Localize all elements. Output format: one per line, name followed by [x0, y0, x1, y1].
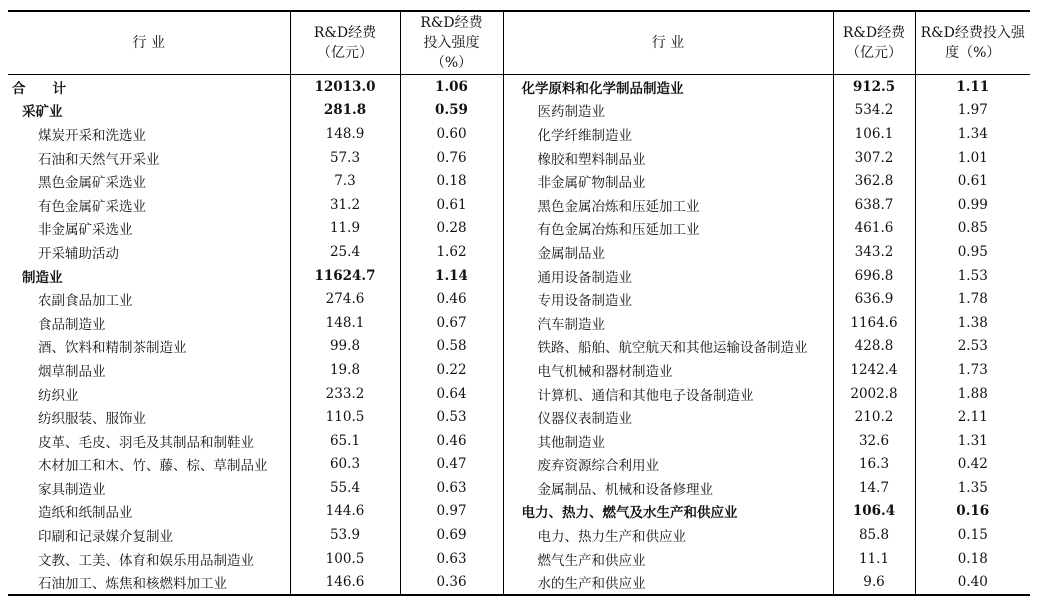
left-rd-intensity: 0.46 — [400, 429, 503, 453]
left-industry-name: 酒、饮料和精制茶制造业 — [38, 340, 187, 357]
left-rd-intensity: 0.36 — [400, 570, 503, 595]
left-rd-intensity: 0.76 — [400, 146, 503, 170]
right-rd-intensity: 1.34 — [915, 122, 1030, 146]
table-row — [8, 570, 1030, 595]
header-intensity-left-line3: （%） — [430, 55, 473, 71]
right-industry-name: 电力、热力、燃气及水生产和供应业 — [503, 500, 833, 524]
left-rd-expense: 65.1 — [290, 429, 400, 453]
right-rd-expense: 1242.4 — [833, 358, 915, 382]
table-row — [8, 217, 1030, 241]
left-industry-name: 石油和天然气开采业 — [38, 151, 160, 168]
right-rd-intensity: 0.15 — [915, 523, 1030, 547]
left-rd-expense: 100.5 — [290, 547, 400, 571]
right-rd-intensity: 1.88 — [915, 382, 1030, 406]
right-industry-name: 有色金属冶炼和压延加工业 — [503, 217, 833, 241]
right-rd-intensity: 1.31 — [915, 429, 1030, 453]
left-industry-name: 纺织服装、服饰业 — [38, 411, 146, 428]
left-industry-name: 家具制造业 — [38, 481, 106, 498]
right-industry-name: 汽车制造业 — [503, 311, 833, 335]
table-row — [8, 453, 1030, 477]
right-rd-expense: 14.7 — [833, 476, 915, 500]
left-rd-expense: 60.3 — [290, 453, 400, 477]
table-row — [8, 169, 1030, 193]
header-industry-right-label: 行 业 — [651, 35, 685, 51]
right-rd-expense: 1164.6 — [833, 311, 915, 335]
rd-expense-table — [8, 10, 1030, 596]
right-industry-name: 电气机械和器材制造业 — [503, 358, 833, 382]
left-rd-intensity: 0.28 — [400, 217, 503, 241]
table-row — [8, 382, 1030, 406]
right-industry-name: 黑色金属冶炼和压延加工业 — [503, 193, 833, 217]
right-industry-name: 通用设备制造业 — [503, 264, 833, 288]
left-rd-expense: 146.6 — [290, 570, 400, 595]
right-rd-intensity: 2.11 — [915, 405, 1030, 429]
right-rd-expense: 638.7 — [833, 193, 915, 217]
left-rd-intensity: 0.63 — [400, 547, 503, 571]
left-industry-name: 石油加工、炼焦和核燃料加工业 — [8, 570, 290, 595]
right-rd-intensity: 0.95 — [915, 240, 1030, 264]
right-rd-expense: 210.2 — [833, 405, 915, 429]
left-industry-name: 纺织业 — [38, 387, 79, 404]
right-rd-expense: 534.2 — [833, 99, 915, 123]
table-row — [8, 193, 1030, 217]
left-rd-intensity: 1.14 — [400, 264, 503, 288]
right-rd-intensity: 0.85 — [915, 217, 1030, 241]
header-intensity-right-line1: R&D经费投入强 — [920, 25, 1025, 41]
right-industry-name: 燃气生产和供应业 — [503, 547, 833, 571]
left-rd-expense: 233.2 — [290, 382, 400, 406]
header-intensity-left-line2: 投入强度 — [423, 35, 480, 51]
right-rd-intensity: 1.35 — [915, 476, 1030, 500]
right-industry-name: 医药制造业 — [503, 99, 833, 123]
header-expense-left — [290, 11, 400, 75]
right-rd-expense: 2002.8 — [833, 382, 915, 406]
left-industry-name: 有色金属矿采选业 — [38, 198, 146, 215]
right-rd-intensity: 1.97 — [915, 99, 1030, 123]
left-industry-name: 黑色金属矿采选业 — [38, 175, 146, 192]
right-rd-intensity: 0.18 — [915, 547, 1030, 571]
left-rd-expense: 11624.7 — [290, 264, 400, 288]
left-industry-name: 食品制造业 — [38, 316, 106, 333]
table-body — [8, 75, 1030, 596]
table-row — [8, 500, 1030, 524]
header-industry-right — [503, 11, 833, 75]
right-rd-intensity: 0.16 — [915, 500, 1030, 524]
right-industry-name: 其他制造业 — [503, 429, 833, 453]
table-row — [8, 122, 1030, 146]
left-industry-name: 造纸和纸制品业 — [38, 505, 133, 522]
left-rd-intensity: 0.63 — [400, 476, 503, 500]
left-rd-intensity: 0.61 — [400, 193, 503, 217]
left-rd-intensity: 0.64 — [400, 382, 503, 406]
header-industry-left-label: 行 业 — [132, 35, 165, 51]
header-intensity-right-line2: 度（%） — [945, 45, 1001, 61]
table-row — [8, 146, 1030, 170]
table-header-row — [8, 11, 1030, 75]
right-industry-name: 化学原料和化学制品制造业 — [503, 75, 833, 99]
header-expense-left-line1: R&D经费 — [313, 25, 377, 41]
left-rd-expense: 31.2 — [290, 193, 400, 217]
right-industry-name: 专用设备制造业 — [503, 287, 833, 311]
table-row — [8, 476, 1030, 500]
left-industry-name: 烟草制品业 — [38, 363, 106, 380]
left-rd-expense: 7.3 — [290, 169, 400, 193]
right-rd-intensity: 1.11 — [915, 75, 1030, 99]
left-rd-expense: 53.9 — [290, 523, 400, 547]
left-rd-expense: 148.1 — [290, 311, 400, 335]
left-industry-name: 开采辅助活动 — [38, 245, 119, 262]
left-rd-intensity: 0.47 — [400, 453, 503, 477]
right-rd-expense: 85.8 — [833, 523, 915, 547]
table-row — [8, 287, 1030, 311]
header-expense-right — [833, 11, 915, 75]
left-rd-intensity: 0.22 — [400, 358, 503, 382]
right-rd-intensity: 1.73 — [915, 358, 1030, 382]
left-industry-name: 煤炭开采和洗选业 — [38, 127, 146, 144]
left-industry-name: 印刷和记录媒介复制业 — [38, 529, 173, 546]
right-rd-expense: 428.8 — [833, 335, 915, 359]
left-industry-name: 农副食品加工业 — [38, 293, 133, 310]
right-rd-expense: 696.8 — [833, 264, 915, 288]
table-row — [8, 75, 1030, 99]
right-rd-expense: 16.3 — [833, 453, 915, 477]
header-expense-right-line1: R&D经费 — [842, 25, 906, 41]
left-rd-intensity: 0.69 — [400, 523, 503, 547]
right-rd-intensity: 1.01 — [915, 146, 1030, 170]
left-rd-intensity: 0.18 — [400, 169, 503, 193]
left-rd-expense: 25.4 — [290, 240, 400, 264]
right-rd-expense: 307.2 — [833, 146, 915, 170]
right-rd-expense: 343.2 — [833, 240, 915, 264]
right-rd-expense: 636.9 — [833, 287, 915, 311]
right-rd-expense: 912.5 — [833, 75, 915, 99]
left-industry-name: 合 计 — [12, 80, 66, 97]
header-expense-left-line2: （亿元） — [317, 45, 373, 61]
right-industry-name: 铁路、船舶、航空航天和其他运输设备制造业 — [503, 335, 833, 359]
left-rd-expense: 274.6 — [290, 287, 400, 311]
left-rd-expense: 11.9 — [290, 217, 400, 241]
left-rd-intensity: 0.97 — [400, 500, 503, 524]
header-intensity-left — [400, 11, 503, 75]
right-industry-name: 水的生产和供应业 — [503, 570, 833, 595]
header-industry-left — [8, 11, 290, 75]
header-intensity-left-line1: R&D经费 — [420, 15, 483, 31]
left-industry-name: 文教、工美、体育和娱乐用品制造业 — [38, 552, 254, 569]
right-industry-name: 计算机、通信和其他电子设备制造业 — [503, 382, 833, 406]
left-industry-name: 制造业 — [22, 269, 63, 286]
left-industry-name: 皮革、毛皮、羽毛及其制品和制鞋业 — [38, 434, 254, 451]
table-row — [8, 358, 1030, 382]
left-rd-expense: 19.8 — [290, 358, 400, 382]
table-row — [8, 405, 1030, 429]
right-industry-name: 仪器仪表制造业 — [503, 405, 833, 429]
right-rd-expense: 362.8 — [833, 169, 915, 193]
table-row — [8, 429, 1030, 453]
left-rd-expense: 57.3 — [290, 146, 400, 170]
right-rd-intensity: 1.53 — [915, 264, 1030, 288]
left-industry-name: 木材加工和木、竹、藤、棕、草制品业 — [38, 458, 268, 475]
right-rd-expense: 106.1 — [833, 122, 915, 146]
right-industry-name: 金属制品业 — [503, 240, 833, 264]
left-rd-expense: 144.6 — [290, 500, 400, 524]
right-rd-expense: 32.6 — [833, 429, 915, 453]
table-row — [8, 311, 1030, 335]
left-rd-expense: 12013.0 — [290, 75, 400, 99]
table-row — [8, 264, 1030, 288]
left-rd-expense: 110.5 — [290, 405, 400, 429]
left-rd-intensity: 0.46 — [400, 287, 503, 311]
left-rd-intensity: 0.60 — [400, 122, 503, 146]
left-industry-name: 非金属矿采选业 — [38, 222, 133, 239]
left-rd-intensity: 0.67 — [400, 311, 503, 335]
right-rd-intensity: 0.99 — [915, 193, 1030, 217]
right-rd-intensity: 0.40 — [915, 570, 1030, 595]
right-industry-name: 非金属矿物制品业 — [503, 169, 833, 193]
right-rd-intensity: 0.42 — [915, 453, 1030, 477]
right-industry-name: 废弃资源综合利用业 — [503, 453, 833, 477]
left-rd-expense: 55.4 — [290, 476, 400, 500]
left-rd-expense: 99.8 — [290, 335, 400, 359]
right-rd-expense: 11.1 — [833, 547, 915, 571]
right-rd-expense: 9.6 — [833, 570, 915, 595]
table-row — [8, 523, 1030, 547]
left-industry-name: 采矿业 — [22, 104, 63, 121]
rd-expense-table-container — [8, 10, 1030, 596]
right-industry-name: 橡胶和塑料制品业 — [503, 146, 833, 170]
left-rd-intensity: 0.59 — [400, 99, 503, 123]
left-rd-intensity: 0.53 — [400, 405, 503, 429]
right-industry-name: 化学纤维制造业 — [503, 122, 833, 146]
right-rd-intensity: 2.53 — [915, 335, 1030, 359]
right-industry-name: 金属制品、机械和设备修理业 — [503, 476, 833, 500]
table-row — [8, 547, 1030, 571]
right-rd-expense: 106.4 — [833, 500, 915, 524]
right-rd-intensity: 1.78 — [915, 287, 1030, 311]
table-row — [8, 335, 1030, 359]
left-rd-intensity: 0.58 — [400, 335, 503, 359]
right-rd-intensity: 1.38 — [915, 311, 1030, 335]
right-rd-intensity: 0.61 — [915, 169, 1030, 193]
right-industry-name: 电力、热力生产和供应业 — [503, 523, 833, 547]
header-intensity-right — [915, 11, 1030, 75]
header-expense-right-line2: （亿元） — [846, 45, 902, 61]
table-row — [8, 99, 1030, 123]
left-rd-expense: 281.8 — [290, 99, 400, 123]
left-rd-intensity: 1.06 — [400, 75, 503, 99]
table-row — [8, 240, 1030, 264]
right-rd-expense: 461.6 — [833, 217, 915, 241]
left-rd-expense: 148.9 — [290, 122, 400, 146]
left-rd-intensity: 1.62 — [400, 240, 503, 264]
